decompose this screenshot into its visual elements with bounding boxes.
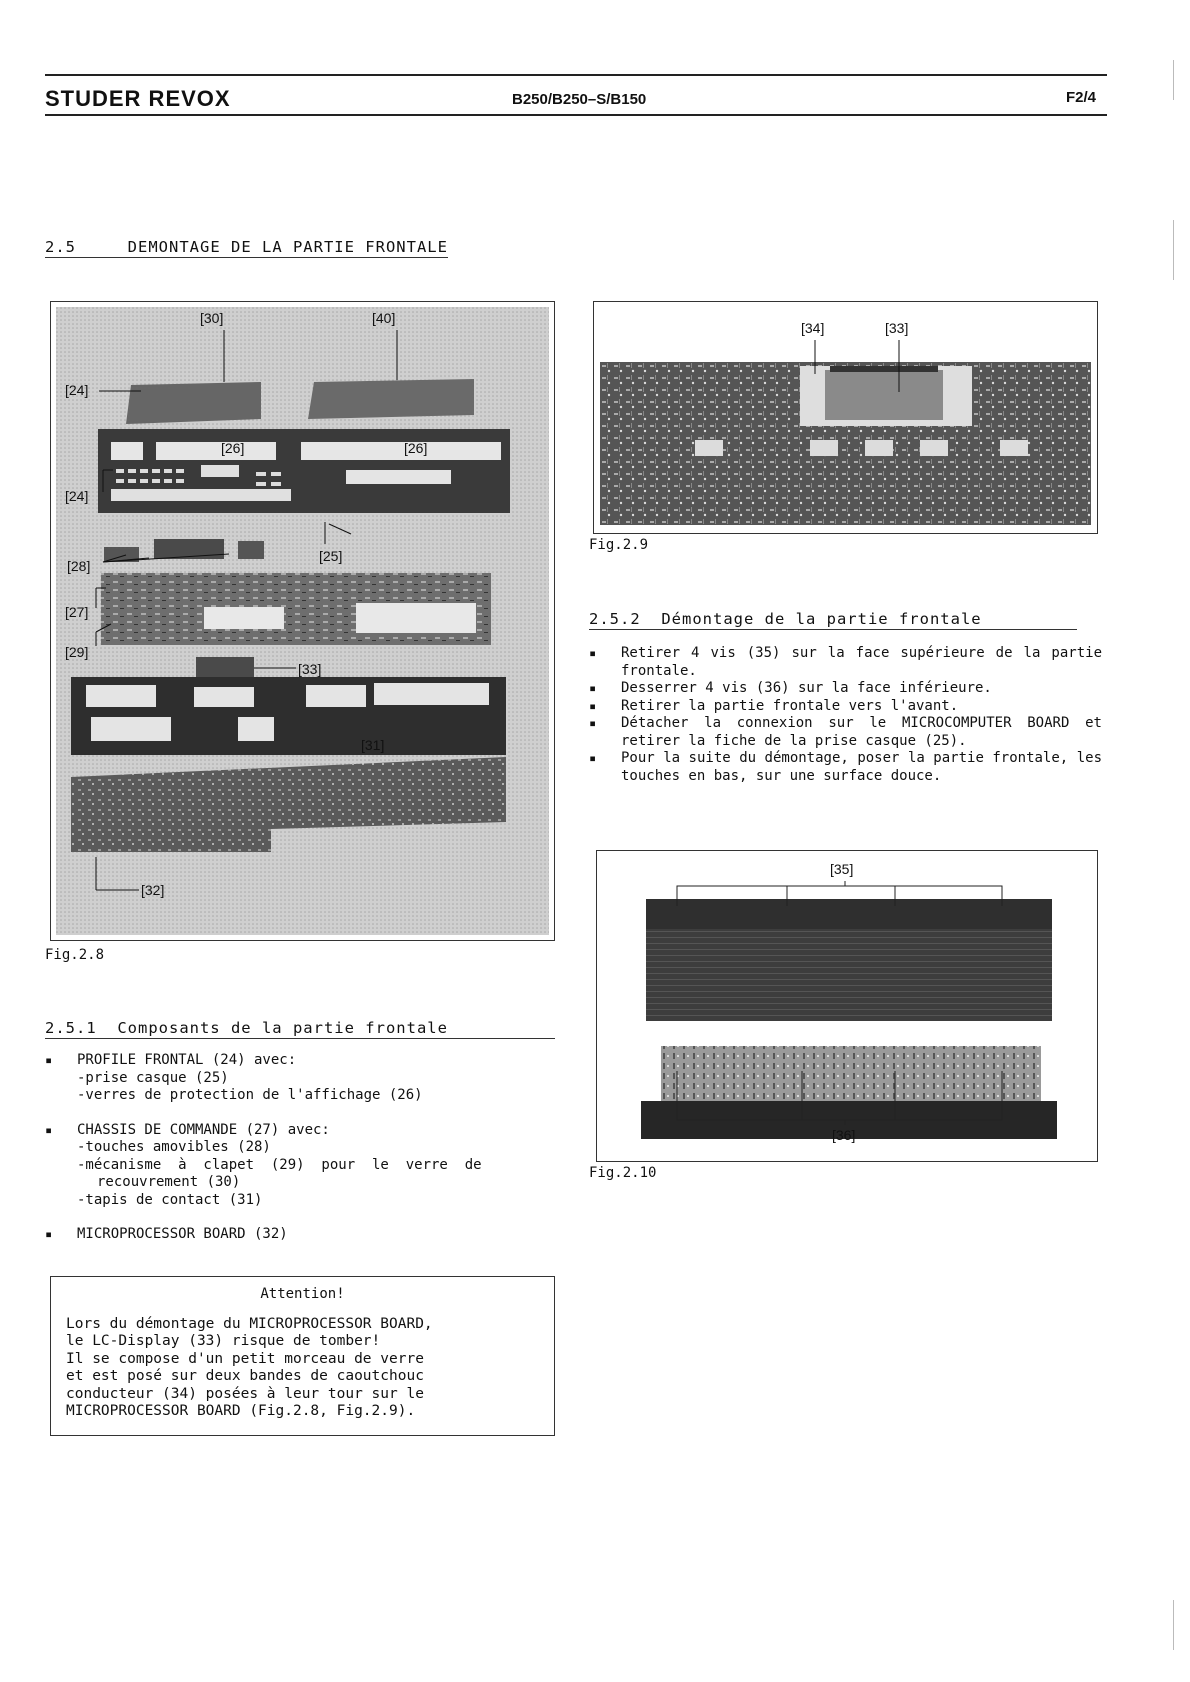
callout-29: [29] <box>65 644 89 660</box>
callout-34: [34] <box>801 320 825 336</box>
item-chassis-line4: recouvrement (30) <box>97 1174 241 1190</box>
callout-32: [32] <box>141 882 165 898</box>
callout-35: [35] <box>830 861 854 877</box>
callout-26-right: [26] <box>404 440 428 456</box>
list-item: ▪ Retirer 4 vis (35) sur la face supérieure de la partie frontale. <box>589 645 1102 680</box>
attention-line: le LC-Display (33) risque de tomber! <box>66 1333 381 1349</box>
header-rule-top <box>45 74 1107 76</box>
callout-28: [28] <box>67 558 91 574</box>
callout-40: [40] <box>372 310 396 326</box>
attention-line: MICROPROCESSOR BOARD (Fig.2.8, Fig.2.9). <box>66 1403 416 1419</box>
attention-title: Attention! <box>260 1286 345 1302</box>
item-profile-line1: ▪ PROFILE FRONTAL (24) avec: <box>77 1052 297 1068</box>
attention-line: Il se compose d'un petit morceau de verre <box>66 1350 424 1367</box>
header-rule-bottom <box>45 114 1107 116</box>
fig28-leader-lines <box>51 302 554 940</box>
callout-33: [33] <box>885 320 909 336</box>
callout-24-side: [24] <box>65 488 89 504</box>
item-board-line1: ▪ MICROPROCESSOR BOARD (32) <box>77 1226 288 1242</box>
section-heading <box>45 238 448 258</box>
scan-edge-mark <box>1173 1600 1174 1650</box>
item-profile-line3: -verres de protection de l'affichage (26) <box>77 1087 423 1103</box>
callout-24-top: [24] <box>65 382 89 398</box>
list-item: ▪ Pour la suite du démontage, poser la partie frontale, les touches en bas, sur une surface douce. <box>589 750 1102 785</box>
list-item: ▪ Détacher la connexion sur le MICROCOMPUTER BOARD et retirer la fiche de la prise casque (25). <box>589 715 1102 750</box>
list-item <box>45 1226 558 1244</box>
scan-edge-mark <box>1173 220 1174 280</box>
item-chassis-line1: ▪ CHASSIS DE COMMANDE (27) avec: <box>77 1121 330 1138</box>
attention-body <box>66 1316 554 1421</box>
callout-30: [30] <box>200 310 224 326</box>
callout-27: [27] <box>65 604 89 620</box>
subsection-252-heading: 2.5.2 Démontage de la partie frontale <box>589 610 1077 630</box>
callout-33: [33] <box>298 661 322 677</box>
item-chassis-line3: -mécanisme à clapet (29) pour le verre de <box>77 1156 482 1173</box>
figure-2-9 <box>593 301 1098 534</box>
figure-2-10 <box>596 850 1098 1162</box>
subsection-251-heading: 2.5.1 Composants de la partie frontale <box>45 1019 555 1039</box>
section-number: 2.5 <box>45 238 76 256</box>
brand-logo: STUDER REVOX <box>45 86 231 111</box>
attention-line: Lors du démontage du MICROPROCESSOR BOARD, <box>66 1315 433 1332</box>
fig29-leader-lines <box>594 302 1097 533</box>
list-item: ▪ Desserrer 4 vis (36) sur la face inférieure. <box>589 680 1102 698</box>
item-chassis-line2: -touches amovibles (28) <box>77 1139 271 1155</box>
fig210-leader-lines <box>597 851 1097 1161</box>
item-chassis-line5: -tapis de contact (31) <box>77 1191 263 1208</box>
callout-25: [25] <box>319 548 343 564</box>
model-number: B250/B250–S/B150 <box>512 91 647 108</box>
fig210-caption: Fig.2.10 <box>589 1165 657 1181</box>
figure-2-8 <box>50 301 555 941</box>
callout-26-left: [26] <box>221 440 245 456</box>
attention-box <box>50 1276 555 1436</box>
attention-line: conducteur (34) posées à leur tour sur le <box>66 1385 424 1402</box>
callout-31: [31] <box>361 737 385 753</box>
page-number: F2/4 <box>1066 89 1097 106</box>
callout-36: [36] <box>832 1127 856 1143</box>
item-profile-line2: -prise casque (25) <box>77 1069 229 1086</box>
list-item <box>45 1122 558 1210</box>
removal-steps-list <box>589 645 1102 785</box>
attention-line: et est posé sur deux bandes de caoutchouc <box>66 1368 424 1384</box>
components-list <box>45 1052 558 1244</box>
list-item <box>45 1052 558 1105</box>
fig29-caption: Fig.2.9 <box>589 537 649 553</box>
fig28-caption: Fig.2.8 <box>45 947 105 963</box>
section-title: DEMONTAGE DE LA PARTIE FRONTALE <box>127 238 448 256</box>
scan-edge-mark <box>1173 60 1174 100</box>
list-item: ▪ Retirer la partie frontale vers l'avant. <box>589 698 1102 716</box>
